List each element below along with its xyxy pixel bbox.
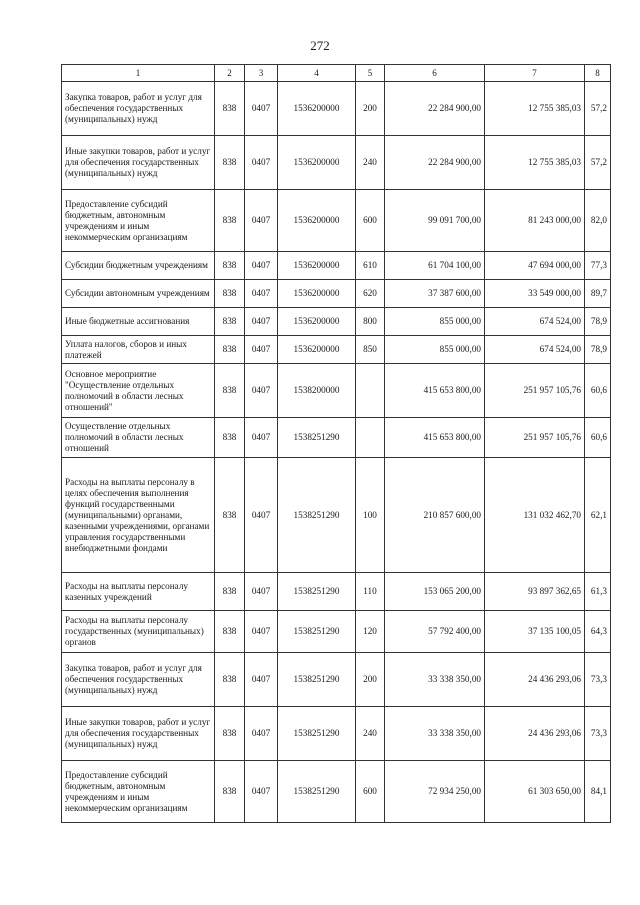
cell-name: Закупка товаров, работ и услуг для обеспечения государственных (муниципальных) нужд bbox=[62, 82, 215, 136]
cell-executed-amount: 251 957 105,76 bbox=[485, 418, 585, 458]
cell-section-code: 0407 bbox=[245, 573, 278, 611]
cell-executed-amount: 131 032 462,70 bbox=[485, 458, 585, 573]
table-row bbox=[62, 707, 611, 761]
cell-execution-percent: 84,1 bbox=[585, 761, 611, 823]
cell-execution-percent: 62,1 bbox=[585, 458, 611, 573]
cell-planned-amount: 415 653 800,00 bbox=[385, 418, 485, 458]
table-row bbox=[62, 573, 611, 611]
cell-expense-type: 120 bbox=[356, 611, 385, 653]
cell-name: Предоставление субсидий бюджетным, автономным учреждениям и иным некоммерческим организациям bbox=[62, 190, 215, 252]
cell-expense-type: 100 bbox=[356, 458, 385, 573]
cell-name: Субсидии автономным учреждениям bbox=[62, 280, 215, 308]
cell-planned-amount: 61 704 100,00 bbox=[385, 252, 485, 280]
cell-expense-type: 240 bbox=[356, 136, 385, 190]
cell-executed-amount: 251 957 105,76 bbox=[485, 364, 585, 418]
cell-executed-amount: 93 897 362,65 bbox=[485, 573, 585, 611]
cell-expense-type: 800 bbox=[356, 308, 385, 336]
cell-name: Иные закупки товаров, работ и услуг для обеспечения государственных (муниципальных) нужд bbox=[62, 136, 215, 190]
budget-table bbox=[61, 64, 611, 823]
cell-ministry-code: 838 bbox=[215, 707, 245, 761]
cell-target-code: 1538251290 bbox=[278, 653, 356, 707]
cell-ministry-code: 838 bbox=[215, 190, 245, 252]
cell-expense-type: 200 bbox=[356, 82, 385, 136]
cell-expense-type: 850 bbox=[356, 336, 385, 364]
table-row bbox=[62, 280, 611, 308]
cell-execution-percent: 64,3 bbox=[585, 611, 611, 653]
cell-ministry-code: 838 bbox=[215, 308, 245, 336]
cell-execution-percent: 78,9 bbox=[585, 336, 611, 364]
cell-executed-amount: 674 524,00 bbox=[485, 336, 585, 364]
cell-section-code: 0407 bbox=[245, 280, 278, 308]
cell-executed-amount: 24 436 293,06 bbox=[485, 707, 585, 761]
cell-target-code: 1536200000 bbox=[278, 336, 356, 364]
header-col-8: 8 bbox=[585, 65, 611, 82]
cell-expense-type: 110 bbox=[356, 573, 385, 611]
cell-target-code: 1536200000 bbox=[278, 308, 356, 336]
cell-section-code: 0407 bbox=[245, 82, 278, 136]
cell-execution-percent: 57,2 bbox=[585, 82, 611, 136]
table-row bbox=[62, 611, 611, 653]
cell-planned-amount: 415 653 800,00 bbox=[385, 364, 485, 418]
cell-executed-amount: 47 694 000,00 bbox=[485, 252, 585, 280]
cell-section-code: 0407 bbox=[245, 364, 278, 418]
table-row bbox=[62, 761, 611, 823]
cell-section-code: 0407 bbox=[245, 336, 278, 364]
table-body bbox=[62, 82, 611, 823]
cell-executed-amount: 12 755 385,03 bbox=[485, 136, 585, 190]
header-row bbox=[62, 65, 611, 82]
cell-section-code: 0407 bbox=[245, 611, 278, 653]
table-row bbox=[62, 653, 611, 707]
table-row bbox=[62, 308, 611, 336]
cell-planned-amount: 33 338 350,00 bbox=[385, 653, 485, 707]
header-col-5: 5 bbox=[356, 65, 385, 82]
table-row bbox=[62, 418, 611, 458]
cell-executed-amount: 61 303 650,00 bbox=[485, 761, 585, 823]
cell-section-code: 0407 bbox=[245, 136, 278, 190]
cell-executed-amount: 33 549 000,00 bbox=[485, 280, 585, 308]
cell-execution-percent: 78,9 bbox=[585, 308, 611, 336]
cell-ministry-code: 838 bbox=[215, 364, 245, 418]
page-number: 272 bbox=[310, 38, 330, 53]
cell-executed-amount: 12 755 385,03 bbox=[485, 82, 585, 136]
cell-target-code: 1536200000 bbox=[278, 280, 356, 308]
table-row bbox=[62, 252, 611, 280]
cell-name: Уплата налогов, сборов и иных платежей bbox=[62, 336, 215, 364]
cell-ministry-code: 838 bbox=[215, 280, 245, 308]
cell-executed-amount: 674 524,00 bbox=[485, 308, 585, 336]
cell-name: Основное мероприятие "Осуществление отдельных полномочий в области лесных отношений" bbox=[62, 364, 215, 418]
cell-expense-type: 600 bbox=[356, 761, 385, 823]
cell-section-code: 0407 bbox=[245, 418, 278, 458]
cell-name: Предоставление субсидий бюджетным, автономным учреждениям и иным некоммерческим организациям bbox=[62, 761, 215, 823]
cell-name: Иные закупки товаров, работ и услуг для обеспечения государственных (муниципальных) нужд bbox=[62, 707, 215, 761]
cell-name: Осуществление отдельных полномочий в области лесных отношений bbox=[62, 418, 215, 458]
cell-planned-amount: 33 338 350,00 bbox=[385, 707, 485, 761]
cell-ministry-code: 838 bbox=[215, 418, 245, 458]
table-row bbox=[62, 458, 611, 573]
header-col-7: 7 bbox=[485, 65, 585, 82]
table-row bbox=[62, 82, 611, 136]
cell-name: Субсидии бюджетным учреждениям bbox=[62, 252, 215, 280]
cell-execution-percent: 60,6 bbox=[585, 364, 611, 418]
cell-execution-percent: 61,3 bbox=[585, 573, 611, 611]
cell-section-code: 0407 bbox=[245, 190, 278, 252]
cell-expense-type: 200 bbox=[356, 653, 385, 707]
cell-execution-percent: 77,3 bbox=[585, 252, 611, 280]
cell-planned-amount: 72 934 250,00 bbox=[385, 761, 485, 823]
header-col-1: 1 bbox=[62, 65, 215, 82]
cell-expense-type bbox=[356, 418, 385, 458]
cell-ministry-code: 838 bbox=[215, 573, 245, 611]
cell-expense-type bbox=[356, 364, 385, 418]
cell-expense-type: 620 bbox=[356, 280, 385, 308]
cell-target-code: 1538251290 bbox=[278, 573, 356, 611]
cell-section-code: 0407 bbox=[245, 308, 278, 336]
cell-section-code: 0407 bbox=[245, 252, 278, 280]
cell-planned-amount: 22 284 900,00 bbox=[385, 82, 485, 136]
cell-target-code: 1538251290 bbox=[278, 418, 356, 458]
cell-expense-type: 240 bbox=[356, 707, 385, 761]
cell-name: Расходы на выплаты персоналу в целях обеспечения выполнения функций государственными (муниципальными) органами, казенными учреждениями, органами управления государственными внебюджетными фондами bbox=[62, 458, 215, 573]
cell-section-code: 0407 bbox=[245, 653, 278, 707]
table-row bbox=[62, 336, 611, 364]
table-row bbox=[62, 190, 611, 252]
cell-section-code: 0407 bbox=[245, 707, 278, 761]
cell-target-code: 1538251290 bbox=[278, 707, 356, 761]
cell-planned-amount: 57 792 400,00 bbox=[385, 611, 485, 653]
cell-execution-percent: 89,7 bbox=[585, 280, 611, 308]
cell-name: Расходы на выплаты персоналу государственных (муниципальных) органов bbox=[62, 611, 215, 653]
cell-expense-type: 610 bbox=[356, 252, 385, 280]
cell-planned-amount: 153 065 200,00 bbox=[385, 573, 485, 611]
cell-executed-amount: 81 243 000,00 bbox=[485, 190, 585, 252]
cell-execution-percent: 82,0 bbox=[585, 190, 611, 252]
cell-target-code: 1536200000 bbox=[278, 82, 356, 136]
cell-planned-amount: 855 000,00 bbox=[385, 308, 485, 336]
cell-section-code: 0407 bbox=[245, 458, 278, 573]
cell-ministry-code: 838 bbox=[215, 82, 245, 136]
cell-planned-amount: 99 091 700,00 bbox=[385, 190, 485, 252]
cell-execution-percent: 57,2 bbox=[585, 136, 611, 190]
header-col-2: 2 bbox=[215, 65, 245, 82]
cell-execution-percent: 73,3 bbox=[585, 707, 611, 761]
header-col-4: 4 bbox=[278, 65, 356, 82]
cell-name: Иные бюджетные ассигнования bbox=[62, 308, 215, 336]
cell-ministry-code: 838 bbox=[215, 458, 245, 573]
cell-expense-type: 600 bbox=[356, 190, 385, 252]
cell-ministry-code: 838 bbox=[215, 252, 245, 280]
cell-planned-amount: 855 000,00 bbox=[385, 336, 485, 364]
header-col-6: 6 bbox=[385, 65, 485, 82]
cell-execution-percent: 73,3 bbox=[585, 653, 611, 707]
cell-name: Расходы на выплаты персоналу казенных учреждений bbox=[62, 573, 215, 611]
cell-target-code: 1538200000 bbox=[278, 364, 356, 418]
cell-name: Закупка товаров, работ и услуг для обеспечения государственных (муниципальных) нужд bbox=[62, 653, 215, 707]
cell-executed-amount: 37 135 100,05 bbox=[485, 611, 585, 653]
cell-planned-amount: 210 857 600,00 bbox=[385, 458, 485, 573]
cell-section-code: 0407 bbox=[245, 761, 278, 823]
cell-target-code: 1536200000 bbox=[278, 136, 356, 190]
cell-ministry-code: 838 bbox=[215, 653, 245, 707]
cell-target-code: 1538251290 bbox=[278, 761, 356, 823]
cell-execution-percent: 60,6 bbox=[585, 418, 611, 458]
table-row bbox=[62, 364, 611, 418]
cell-ministry-code: 838 bbox=[215, 336, 245, 364]
cell-executed-amount: 24 436 293,06 bbox=[485, 653, 585, 707]
cell-planned-amount: 22 284 900,00 bbox=[385, 136, 485, 190]
cell-ministry-code: 838 bbox=[215, 611, 245, 653]
cell-ministry-code: 838 bbox=[215, 761, 245, 823]
cell-ministry-code: 838 bbox=[215, 136, 245, 190]
header-col-3: 3 bbox=[245, 65, 278, 82]
cell-target-code: 1538251290 bbox=[278, 458, 356, 573]
cell-target-code: 1536200000 bbox=[278, 252, 356, 280]
cell-target-code: 1536200000 bbox=[278, 190, 356, 252]
cell-planned-amount: 37 387 600,00 bbox=[385, 280, 485, 308]
table-row bbox=[62, 136, 611, 190]
cell-target-code: 1538251290 bbox=[278, 611, 356, 653]
